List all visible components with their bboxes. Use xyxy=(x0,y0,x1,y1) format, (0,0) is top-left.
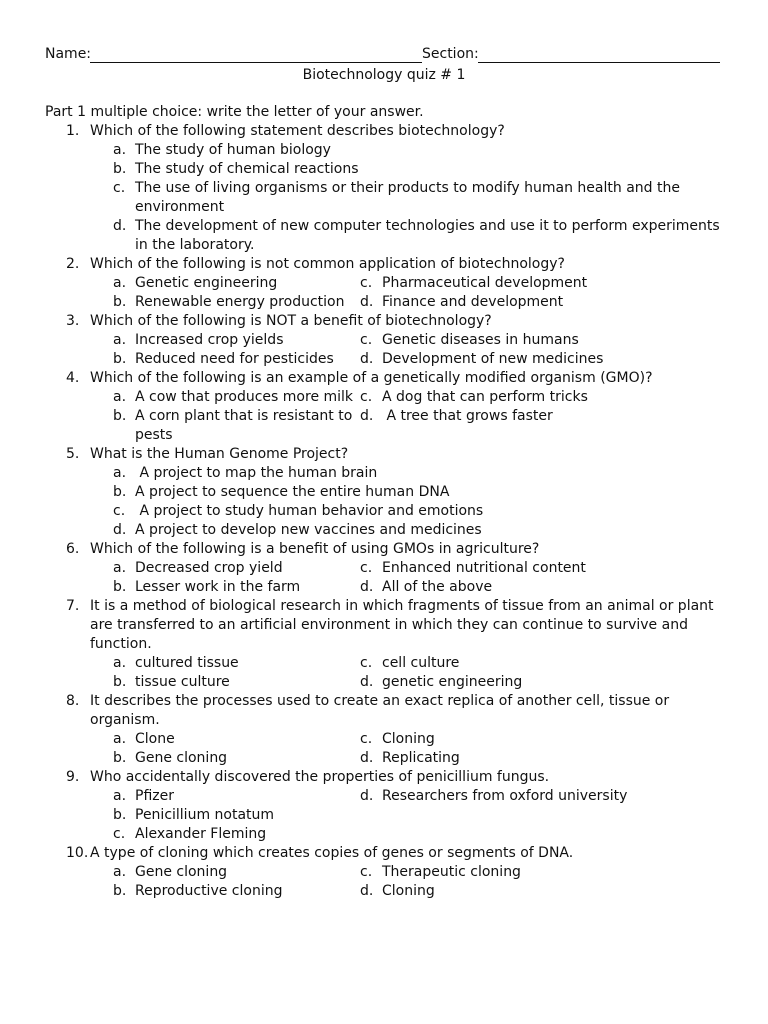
option-letter: a. xyxy=(113,655,127,671)
question-text: Which of the following is NOT a benefit of biotechnology? xyxy=(90,313,492,329)
answer-option xyxy=(0,407,360,445)
answer-option xyxy=(360,749,740,768)
option-text: A cow that produces more milk xyxy=(135,389,354,405)
answer-option xyxy=(0,654,360,673)
answer-option xyxy=(360,654,740,673)
question xyxy=(0,445,768,464)
option-text: The use of living organisms or their products to modify human health and the environment xyxy=(135,180,685,215)
answer-option xyxy=(360,730,740,749)
option-letter: a. xyxy=(113,332,127,348)
question-text: Which of the following statement describes biotechnology? xyxy=(90,123,505,139)
section-label: Section: xyxy=(422,46,479,62)
question-text: Who accidentally discovered the properties of penicillium fungus. xyxy=(90,769,550,785)
option-text: A project to study human behavior and emotions xyxy=(135,503,484,519)
option-letter: d. xyxy=(360,750,374,766)
option-letter: b. xyxy=(113,351,127,367)
option-text: A corn plant that is resistant to pests xyxy=(135,408,357,443)
option-text: All of the above xyxy=(382,579,493,595)
option-letter: a. xyxy=(113,142,127,158)
answer-option xyxy=(360,787,740,806)
question xyxy=(0,768,768,787)
option-letter: a. xyxy=(113,731,127,747)
question-number: 6. xyxy=(66,541,80,557)
option-letter: c. xyxy=(360,560,373,576)
answer-options xyxy=(0,654,768,692)
option-letter: a. xyxy=(113,560,127,576)
question-text: A type of cloning which creates copies of genes or segments of DNA. xyxy=(90,845,574,861)
option-text: Penicillium notatum xyxy=(135,807,275,823)
question-text: Which of the following is not common application of biotechnology? xyxy=(90,256,565,272)
question-text: What is the Human Genome Project? xyxy=(90,446,349,462)
answer-option xyxy=(0,882,360,901)
question-number: 2. xyxy=(66,256,80,272)
answer-option xyxy=(360,863,740,882)
answer-option xyxy=(360,559,740,578)
answer-option xyxy=(0,160,768,179)
answer-option xyxy=(0,825,360,844)
answer-options xyxy=(0,464,768,540)
name-blank[interactable] xyxy=(90,62,422,63)
question xyxy=(0,540,768,559)
answer-option xyxy=(360,331,740,350)
answer-option xyxy=(360,293,740,312)
option-text: A dog that can perform tricks xyxy=(382,389,588,405)
answer-option xyxy=(0,578,360,597)
answer-option xyxy=(360,578,740,597)
answer-option xyxy=(0,806,360,825)
option-letter: d. xyxy=(360,579,374,595)
option-letter: a. xyxy=(113,465,127,481)
empty-cell xyxy=(360,825,740,844)
question-number: 10. xyxy=(66,845,89,861)
answer-options xyxy=(0,141,768,255)
option-letter: a. xyxy=(113,389,127,405)
option-text: Gene cloning xyxy=(135,750,228,766)
section-blank[interactable] xyxy=(478,62,720,63)
option-letter: d. xyxy=(360,294,374,310)
option-text: The study of human biology xyxy=(135,142,331,158)
question-number: 4. xyxy=(66,370,80,386)
option-letter: d. xyxy=(360,408,374,424)
question-text: It describes the processes used to create an exact replica of another cell, tissue or organism. xyxy=(90,693,670,728)
answer-option xyxy=(0,749,360,768)
answer-option xyxy=(0,559,360,578)
answer-option xyxy=(0,502,768,521)
name-label: Name: xyxy=(45,46,92,62)
quiz-title: Biotechnology quiz # 1 xyxy=(302,67,466,83)
option-text: A project to sequence the entire human DNA xyxy=(135,484,450,500)
answer-option xyxy=(360,882,740,901)
option-text: Enhanced nutritional content xyxy=(382,560,586,576)
answer-option xyxy=(0,179,768,217)
option-letter: c. xyxy=(113,826,126,842)
option-text: Increased crop yields xyxy=(135,332,284,348)
option-text: Clone xyxy=(135,731,175,747)
option-letter: b. xyxy=(113,807,127,823)
question xyxy=(0,692,768,730)
option-letter: d. xyxy=(360,788,374,804)
answer-option xyxy=(0,388,360,407)
option-text: The development of new computer technologies and use it to perform experiments in the laboratory. xyxy=(135,218,725,253)
instructions: Part 1 multiple choice: write the letter of your answer. xyxy=(45,104,424,120)
option-text: Pfizer xyxy=(135,788,174,804)
question-text: It is a method of biological research in which fragments of tissue from an animal or plant are transferred to an artificial environment in which they can continue to survive and function. xyxy=(90,598,714,652)
option-text: genetic engineering xyxy=(382,674,523,690)
option-letter: c. xyxy=(360,275,373,291)
option-letter: c. xyxy=(360,731,373,747)
answer-option xyxy=(0,293,360,312)
option-text: Reduced need for pesticides xyxy=(135,351,334,367)
option-text: Researchers from oxford university xyxy=(382,788,628,804)
answer-option xyxy=(0,787,360,806)
option-letter: c. xyxy=(360,389,373,405)
question-number: 1. xyxy=(66,123,80,139)
answer-option xyxy=(360,388,740,407)
answer-options xyxy=(0,274,768,312)
option-letter: c. xyxy=(360,864,373,880)
answer-option xyxy=(360,407,740,445)
option-text: Cloning xyxy=(382,731,435,747)
question-number: 3. xyxy=(66,313,80,329)
option-text: Alexander Fleming xyxy=(135,826,267,842)
option-text: Genetic engineering xyxy=(135,275,278,291)
option-letter: c. xyxy=(113,503,126,519)
answer-option xyxy=(0,730,360,749)
option-letter: a. xyxy=(113,275,127,291)
question-text: Which of the following is an example of a genetically modified organism (GMO)? xyxy=(90,370,653,386)
answer-options xyxy=(0,388,768,445)
question xyxy=(0,369,768,388)
option-letter: b. xyxy=(113,883,127,899)
option-letter: d. xyxy=(113,522,127,538)
option-text: Renewable energy production xyxy=(135,294,345,310)
answer-option xyxy=(0,331,360,350)
option-text: Reproductive cloning xyxy=(135,883,283,899)
answer-options xyxy=(0,863,768,901)
option-letter: a. xyxy=(113,788,127,804)
answer-option xyxy=(360,274,740,293)
empty-cell xyxy=(360,806,740,825)
option-letter: b. xyxy=(113,579,127,595)
option-text: A tree that grows faster xyxy=(382,408,553,424)
option-letter: d. xyxy=(360,351,374,367)
option-text: Therapeutic cloning xyxy=(382,864,521,880)
question xyxy=(0,312,768,331)
answer-option xyxy=(0,274,360,293)
option-text: Finance and development xyxy=(382,294,564,310)
option-letter: c. xyxy=(360,332,373,348)
question xyxy=(0,122,768,141)
option-letter: b. xyxy=(113,674,127,690)
option-text: tissue culture xyxy=(135,674,230,690)
answer-option xyxy=(0,350,360,369)
answer-option xyxy=(0,483,768,502)
answer-option xyxy=(0,673,360,692)
answer-option xyxy=(0,464,768,483)
question-number: 7. xyxy=(66,598,80,614)
answer-option xyxy=(0,217,768,255)
question-number: 5. xyxy=(66,446,80,462)
question-text: Which of the following is a benefit of using GMOs in agriculture? xyxy=(90,541,540,557)
option-letter: b. xyxy=(113,408,127,424)
option-letter: b. xyxy=(113,294,127,310)
answer-options xyxy=(0,331,768,369)
option-text: Lesser work in the farm xyxy=(135,579,301,595)
option-letter: a. xyxy=(113,864,127,880)
option-text: A project to map the human brain xyxy=(135,465,378,481)
option-text: Genetic diseases in humans xyxy=(382,332,579,348)
question-list xyxy=(0,122,768,901)
question xyxy=(0,597,768,654)
option-letter: b. xyxy=(113,750,127,766)
answer-options xyxy=(0,559,768,597)
option-text: Gene cloning xyxy=(135,864,228,880)
option-text: Development of new medicines xyxy=(382,351,604,367)
option-letter: d. xyxy=(360,674,374,690)
question-number: 9. xyxy=(66,769,80,785)
answer-option xyxy=(360,673,740,692)
option-text: Decreased crop yield xyxy=(135,560,283,576)
option-letter: d. xyxy=(113,218,127,234)
option-letter: b. xyxy=(113,161,127,177)
question xyxy=(0,255,768,274)
option-letter: c. xyxy=(113,180,126,196)
option-text: The study of chemical reactions xyxy=(135,161,359,177)
question xyxy=(0,844,768,863)
answer-option xyxy=(360,350,740,369)
option-text: Replicating xyxy=(382,750,460,766)
header-fields xyxy=(45,45,720,65)
option-letter: b. xyxy=(113,484,127,500)
question-number: 8. xyxy=(66,693,80,709)
answer-option xyxy=(0,141,768,160)
option-letter: d. xyxy=(360,883,374,899)
answer-options xyxy=(0,787,768,844)
option-letter: c. xyxy=(360,655,373,671)
answer-option xyxy=(0,521,768,540)
option-text: A project to develop new vaccines and medicines xyxy=(135,522,482,538)
option-text: Cloning xyxy=(382,883,435,899)
answer-options xyxy=(0,730,768,768)
answer-option xyxy=(0,863,360,882)
option-text: Pharmaceutical development xyxy=(382,275,588,291)
option-text: cell culture xyxy=(382,655,460,671)
option-text: cultured tissue xyxy=(135,655,239,671)
